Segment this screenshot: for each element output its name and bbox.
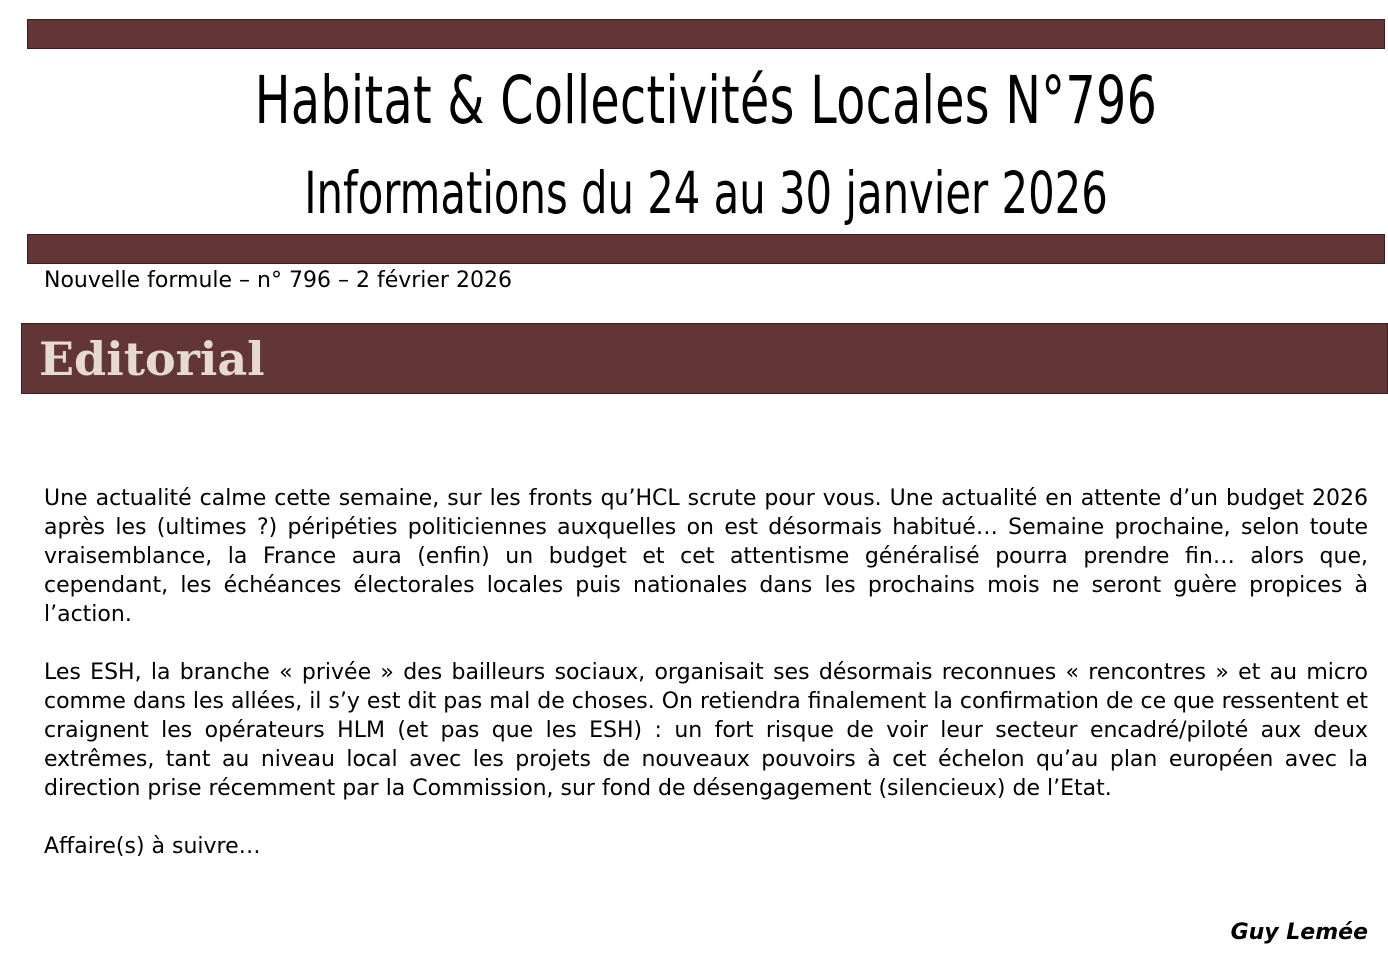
editorial-paragraph-2: Les ESH, la branche « privée » des bailleurs sociaux, organisait ses désormais reconnues « rencontres » et au micro comme dans les allées, il s’y est dit pas mal de choses. On retiendra finalement la confirmation de ce que ressentent et craignent les opérateurs HLM (et pas que les ESH) : un fort risque de voir leur secteur encadré/piloté aux deux extrêmes, tant au niveau local avec les projets de nouveaux pouvoirs à cet échelon qu’au plan européen avec la direction prise récemment par la Commission, sur fond de désengagement (silencieux) de l’Etat. (44, 660, 1368, 801)
header-bottom-bar (27, 234, 1385, 264)
newsletter-title: Habitat & Collectivités Locales N°796 (254, 62, 1158, 139)
section-banner (21, 323, 1388, 394)
author-signature: Guy Lemée (1230, 920, 1368, 945)
issue-line: Nouvelle formule – n° 796 – 2 février 2026 (44, 268, 512, 293)
editorial-paragraph-1: Une actualité calme cette semaine, sur les fronts qu’HCL scrute pour vous. Une actualité en attente d’un budget 2026 après les (ultimes ?) péripéties politiciennes auxquelles on est désormais habitué… Semaine prochaine, selon toute vraisemblance, la France aura (enfin) un budget et cet attentisme généralisé pourra prendre fin… alors que, cependant, les échéances électorales locales puis nationales dans les prochains mois ne seront guère propices à l’action. (44, 486, 1368, 627)
section-title: Editorial (39, 332, 265, 386)
header-top-bar (27, 19, 1385, 49)
newsletter-subtitle: Informations du 24 au 30 janvier 2026 (304, 159, 1108, 227)
editorial-paragraph-3: Affaire(s) à suivre… (44, 834, 261, 859)
